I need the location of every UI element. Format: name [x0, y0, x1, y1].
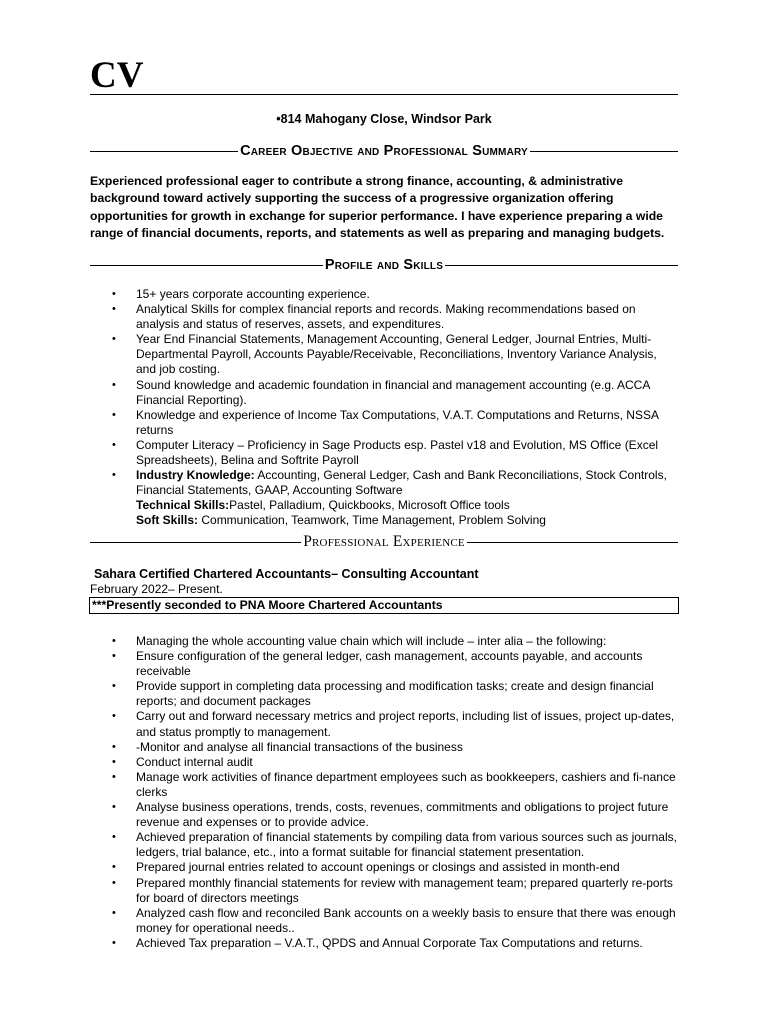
summary-paragraph: Experienced professional eager to contribute a strong finance, accounting, & administrative background toward actively supporting the success of a progressive organization offering opportunities for growth in exchange for superior performance. I have experience preparing a wide range of financial documents, reports, and statements as well as preparing and managing budgets. [90, 174, 665, 241]
list-item-text: Knowledge and experience of Income Tax Computations, V.A.T. Computations and Returns, NSSA returns [136, 407, 659, 437]
list-item-text: Computer Literacy – Proficiency in Sage Products esp. Pastel v18 and Evolution, MS Office (Excel Spreadsheets), Belina and Softrite Payroll [136, 437, 659, 468]
title-divider [90, 94, 678, 95]
list-item-text: Manage work activities of finance department employees such as bookkeepers, cashiers and fi-nance clerks [136, 769, 676, 799]
industry-label: Industry Knowledge: [136, 468, 255, 483]
bullet-icon: • [112, 680, 116, 693]
list-item [90, 679, 680, 709]
bullet-icon: • [112, 710, 116, 723]
technical-label: Technical Skills: [136, 498, 230, 513]
bullet-icon: • [112, 770, 116, 783]
bullet-icon: • [112, 333, 116, 346]
soft-label: Soft Skills: [136, 513, 199, 528]
soft-value: Communication, Teamwork, Time Management, Problem Solving [198, 513, 546, 528]
heading-rule-left [90, 151, 238, 152]
section-title: Professional Experience [303, 533, 465, 550]
address: •814 Mahogany Close, Windsor Park [276, 112, 492, 126]
section-title: Profile and Skills [324, 257, 444, 273]
list-item [90, 378, 680, 408]
list-item [90, 709, 680, 739]
bullet-icon: • [112, 438, 116, 451]
list-item [90, 408, 680, 438]
list-item [90, 649, 680, 679]
bullet-icon: • [112, 408, 116, 421]
list-item-text: Sound knowledge and academic foundation in financial and management accounting (e.g. ACCA Financial Reporting). [136, 377, 650, 407]
job-date: February 2022– Present. [90, 582, 223, 596]
list-item [90, 634, 680, 649]
bullet-icon: • [112, 861, 116, 874]
section-title: Career Objective and Professional Summary [240, 143, 528, 159]
list-item [90, 740, 680, 755]
bullet-icon: • [112, 635, 116, 647]
bullet-icon: • [112, 831, 116, 844]
list-item-soft [90, 513, 680, 528]
technical-value: Pastel, Palladium, Quickbooks, Microsoft Office tools [229, 498, 510, 513]
bullet-icon: • [112, 303, 116, 316]
heading-rule-right [467, 542, 678, 543]
industry-value: Accounting, General Ledger, Cash and Bank Reconciliations, Stock Controls, Financial Statements, GAAP, Accounting Software [136, 468, 667, 498]
list-item [90, 800, 680, 830]
list-item-text: -Monitor and analyse all financial transactions of the business [136, 739, 463, 754]
heading-rule-right [530, 151, 678, 152]
bullet-icon: • [112, 650, 116, 663]
list-item [90, 332, 680, 377]
list-item-text: Ensure configuration of the general ledger, cash management, accounts payable, and accounts receivable [136, 649, 643, 679]
secondment-box: ***Presently seconded to PNA Moore Chartered Accountants [89, 597, 679, 614]
list-item [90, 770, 680, 800]
list-item-text: Analyzed cash flow and reconciled Bank accounts on a weekly basis to ensure that there was enough money for operational needs.. [136, 905, 676, 935]
list-item-text: Provide support in completing data processing and modification tasks; create and design financial reports; and document packages [136, 679, 654, 709]
bullet-icon: • [112, 876, 116, 889]
bullet-icon: • [112, 936, 116, 949]
list-item-text: Analytical Skills for complex financial reports and records. Making recommendations based on analysis and status of reserves, assets, and expenditures. [136, 302, 636, 332]
list-item [90, 438, 680, 468]
list-item-text: Year End Financial Statements, Management Accounting, General Ledger, Journal Entries, Multi-Departmental Payroll, Accounts Payable/Receivable, Reconciliations, Inventory Variance Analysis, and job costing. [136, 332, 657, 377]
bullet-icon: • [112, 469, 116, 482]
heading-rule-left [90, 542, 301, 543]
list-item [90, 876, 680, 906]
bullet-icon: • [112, 288, 116, 300]
section-heading-professional-experience [90, 532, 678, 552]
list-item-text: Analyse business operations, trends, costs, revenues, commitments and obligations to project future revenue and expenses or to provide advice. [136, 800, 669, 830]
list-item-text: Carry out and forward necessary metrics and project reports, including list of issues, project up-dates, and status promptly to management. [136, 709, 675, 739]
list-item-technical [90, 498, 680, 513]
cv-title: CV [90, 55, 144, 96]
heading-rule-left [90, 265, 323, 266]
heading-rule-right [445, 265, 678, 266]
section-heading-profile-skills [90, 255, 678, 275]
list-item [90, 906, 680, 936]
bullet-icon: • [112, 378, 116, 391]
bullet-icon: • [112, 801, 116, 814]
list-item-text: Achieved Tax preparation – V.A.T., QPDS and Annual Corporate Tax Computations and returns. [136, 935, 643, 950]
job-title: Sahara Certified Chartered Accountants– Consulting Accountant [94, 567, 479, 581]
list-item [90, 860, 680, 875]
list-item [90, 287, 680, 302]
list-item [90, 830, 680, 860]
list-item-text: 15+ years corporate accounting experience. [136, 287, 370, 301]
list-item-text: Managing the whole accounting value chain which will include – inter alia – the following: [136, 634, 607, 648]
list-item-text: Achieved preparation of financial statements by compiling data from various sources such as journals, ledgers, trial balance, etc., into a format suitable for financial statement presentation. [136, 830, 677, 860]
list-item [90, 755, 680, 770]
list-item [90, 468, 680, 498]
bullet-icon: • [112, 755, 116, 768]
list-item [90, 302, 680, 332]
list-item-text: Prepared monthly financial statements for review with management team; prepared quarterly re-ports for board of directors meetings [136, 875, 673, 905]
list-item-text: Prepared journal entries related to account openings or closings and assisted in month-end [136, 860, 620, 875]
experience-list [90, 634, 680, 951]
bullet-icon: • [112, 740, 116, 753]
list-item-text: Conduct internal audit [136, 754, 253, 769]
list-item [90, 936, 680, 951]
section-heading-career-objective [90, 141, 678, 161]
skills-list [90, 287, 680, 529]
bullet-icon: • [112, 906, 116, 919]
